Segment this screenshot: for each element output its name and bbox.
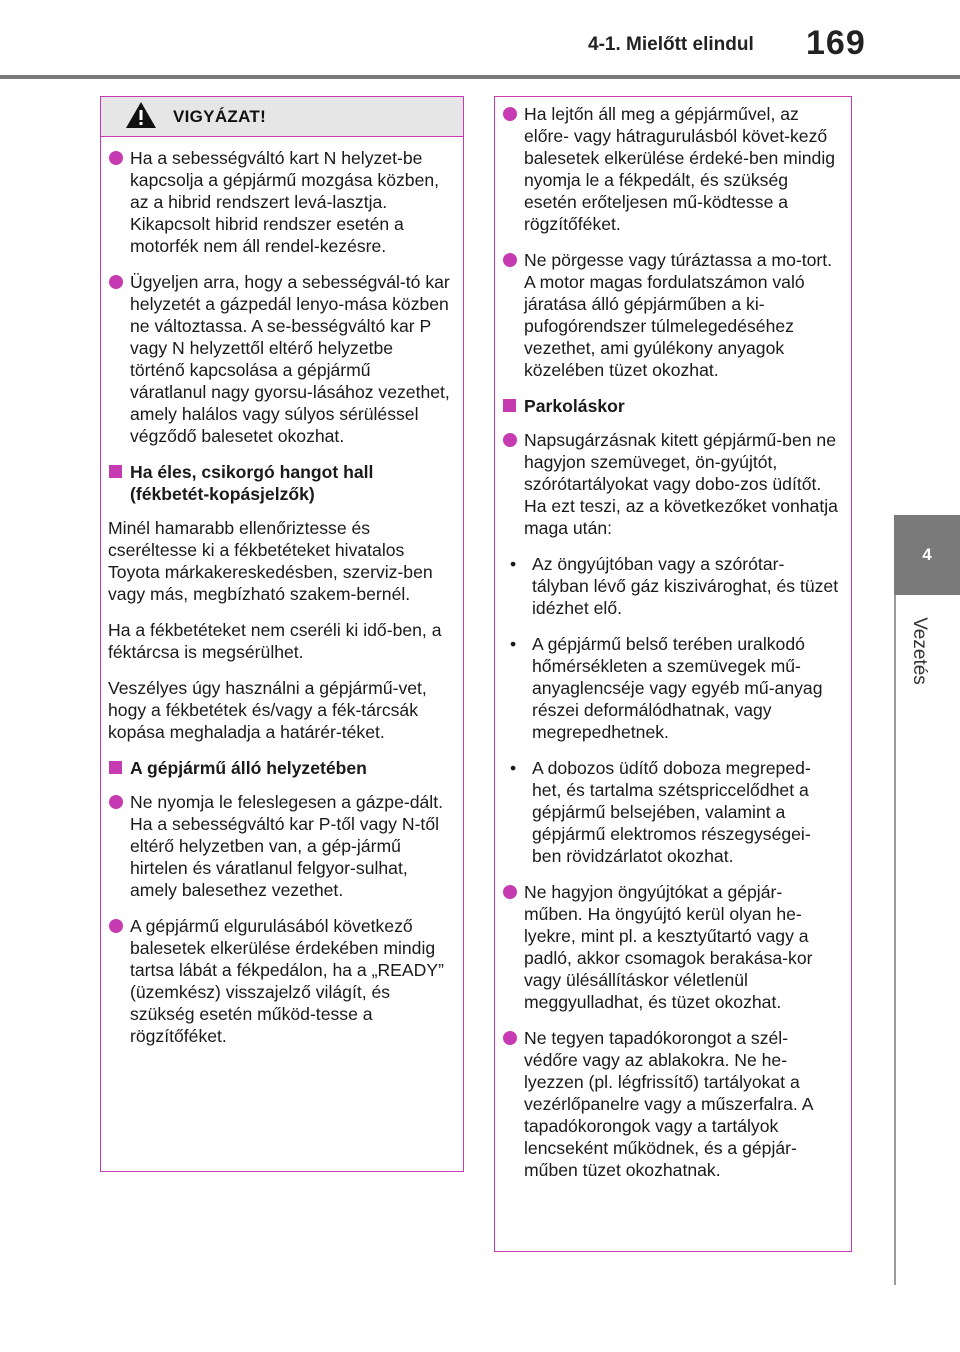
page-number: 169 — [806, 24, 866, 62]
list-item: Ne nyomja le feleslegesen a gázpe-dált. Ha a sebességváltó kar P-től vagy N-től eltérő helyzetben van, a gép-jármű hirtelen és váratlanul felgyor-sulhat, amely balesethez vezethet. — [108, 791, 451, 901]
bullet-dot-icon — [503, 107, 517, 121]
warning-header — [101, 97, 463, 137]
chapter-label — [886, 600, 936, 700]
subheading: A gépjármű álló helyzetében — [108, 757, 451, 779]
warning-title: VIGYÁZAT! — [173, 106, 267, 126]
list-item: Ha a sebességváltó kart N helyzet-be kapcsolja a gépjármű mozgása közben, az a hibrid rendszert levá-lasztja. Kikapcsolt hibrid rendszer esetén a motorfék nem áll rendel-kezésre. — [108, 147, 451, 257]
paragraph: Veszélyes úgy használni a gépjármű-vet, hogy a fékbetétek és/vagy a fék-tárcsák kopása meghaladja a határér-téket. — [108, 678, 427, 742]
sub-list-item: • A dobozos üdítő doboza megreped-het, és tartalma szétspriccelődhet a gépjármű belsejében, valamint a gépjármű elektromos részegységei-ben rövidzárlatot okozhat. — [510, 758, 811, 866]
list-item: Ne hagyjon öngyújtókat a gépjár-műben. Ha öngyújtó kerül olyan he-lyekre, mint pl. a kesztyűtartó vagy a padló, akkor csomagok berakása-kor vagy ülésállításkor véletlenül meggyulladhat, és tüzet okozhat. — [502, 881, 839, 1013]
bullet-dot-icon — [503, 253, 517, 267]
square-bullet-icon — [109, 761, 122, 774]
bullet-dot-icon — [109, 919, 123, 933]
chapter-number: 4 — [922, 545, 932, 564]
header-divider — [0, 75, 960, 79]
list-item: Ha lejtőn áll meg a gépjárművel, az előre- vagy hátragurulásból követ-kező balesetek elkerülése érdeké-ben mindig nyomja le a fékpedált, és szükség esetén erőteljesen mű-ködtesse a rögzítőféket. — [502, 103, 839, 235]
subheading: Ha éles, csikorgó hangot hall (fékbetét-kopásjelzők) — [108, 461, 451, 505]
section-title: 4-1. Mielőtt elindul — [588, 34, 754, 55]
chapter-tab — [894, 515, 960, 595]
list-item: A gépjármű elgurulásából következő balesetek elkerülése érdekében mindig tartsa lábát a fékpedálon, ha a „READY” (üzemkész) visszajelző világít, és szükség esetén működ-tesse a rögzítőféket. — [108, 915, 451, 1047]
sub-list-item: • A gépjármű belső terében uralkodó hőmérsékleten a szemüvegek mű-anyaglencséje vagy egyéb mű-anyag részei deformálódhatnak, vagy megrepedhetnek. — [510, 634, 823, 742]
square-bullet-icon — [503, 399, 516, 412]
bullet-dot-icon — [503, 885, 517, 899]
warning-box-left — [100, 96, 464, 1172]
list-item: Ne tegyen tapadókorongot a szél-védőre vagy az ablakokra. Ne he-lyezzen (pl. légfrissítő) tartályokat a vezérlőpanelre vagy a műszerfalra. A tapadókorongok vagy a tartályok lencseként működnek, és a gépjár-műben tüzet okozhatnak. — [502, 1027, 839, 1181]
bullet-dot-icon — [503, 433, 517, 447]
warning-triangle-icon — [125, 97, 169, 137]
paragraph: Minél hamarabb ellenőriztesse és cseréltesse ki a fékbetéteket hivatalos Toyota márkakereskedésben, szerviz-ben vagy más, megbízható szakem-bernél. — [108, 518, 433, 604]
bullet-dot-icon — [109, 151, 123, 165]
sub-list-item: • Az öngyújtóban vagy a szórótar-tályban lévő gáz kiszivároghat, és tüzet idézhet elő. — [510, 554, 839, 618]
paragraph: Ha a fékbetéteket nem cseréli ki idő-ben, a féktárcsa is megsérülhet. — [108, 620, 442, 662]
chapter-label-text: Vezetés — [909, 617, 930, 685]
list-item: Napsugárzásnak kitett gépjármű-ben ne hagyjon szemüveget, ön-gyújtót, szórótartályokat vagy dobo-zos üdítőt. Ha ezt teszi, az a következőket vonhatja maga után: — [502, 429, 839, 539]
subheading: Parkoláskor — [502, 395, 839, 417]
list-item: Ne pörgesse vagy túráztassa a mo-tort. A motor magas fordulatszámon való járatása álló gépjárműben a ki-pufogórendszer túlmelegedéséhez vezethet, ami gyúlékony anyagok közelében tüzet okozhat. — [502, 249, 839, 381]
warning-box-right — [494, 96, 852, 1252]
square-bullet-icon — [109, 465, 122, 478]
bullet-dot-icon — [109, 275, 123, 289]
bullet-dot-icon — [503, 1031, 517, 1045]
list-item: Ügyeljen arra, hogy a sebességvál-tó kar helyzetét a gázpedál lenyo-mása közben ne változtassa. A se-bességváltó kar P vagy N helyzettől eltérő helyzetbe történő kapcsolása a gépjármű váratlanul nagy gyorsu-lásához vezethet, amely halálos vagy súlyos sérüléssel végződő balesetet okozhat. — [108, 271, 451, 447]
bullet-dot-icon — [109, 795, 123, 809]
